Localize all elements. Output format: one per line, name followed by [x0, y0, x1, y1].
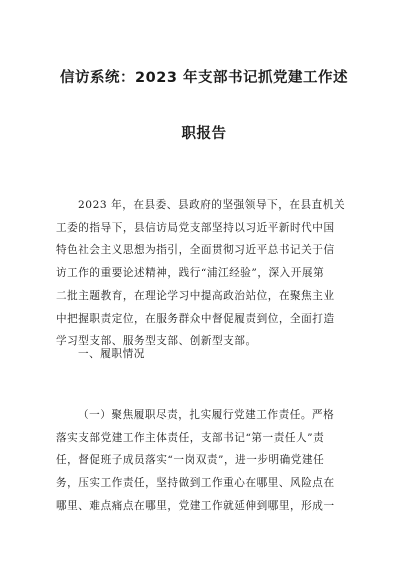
- section-heading: 一、履职情况: [78, 348, 145, 360]
- intro-line: 2023 年，在县委、县政府的坚强领导下，在县直机关: [78, 199, 346, 211]
- section-line: （一）聚焦履职尽责，扎实履行党建工作责任。严格: [78, 409, 335, 421]
- title-line-2: 职报告: [181, 126, 227, 142]
- section-paragraph: [56, 404, 352, 518]
- intro-line: 工委的指导下，县信访局党支部坚持以习近平新时代中国: [56, 221, 335, 234]
- section-line: 任，督促班子成员落实“一岗双责”，进一步明确党建任: [56, 454, 325, 467]
- section-line: 哪里、难点痛点在哪里，党建工作就延伸到哪里，形成一: [56, 499, 335, 512]
- intro-line: 中把握职责定位，在服务群众中督促履责到位，全面打造: [56, 312, 335, 325]
- section-heading-block: [56, 343, 352, 366]
- intro-line: 学习型支部、服务型支部、创新型支部。: [56, 335, 257, 348]
- section-line: 务，压实工作责任，坚持做到工作重心在哪里、风险点在: [56, 477, 335, 490]
- intro-line: 特色社会主义思想为指引，全面贯彻习近平总书记关于信: [56, 244, 335, 257]
- intro-paragraph: [56, 194, 352, 353]
- section-line: 落实支部党建工作主体责任，支部书记“第一责任人”责: [56, 431, 325, 444]
- title-line-1: 信访系统：2023 年支部书记抓党建工作述: [60, 70, 348, 86]
- intro-line: 二批主题教育，在理论学习中提高政治站位，在聚焦主业: [56, 289, 335, 302]
- intro-line: 访工作的重要论述精神，践行“浦江经验”，深入开展第: [56, 267, 325, 280]
